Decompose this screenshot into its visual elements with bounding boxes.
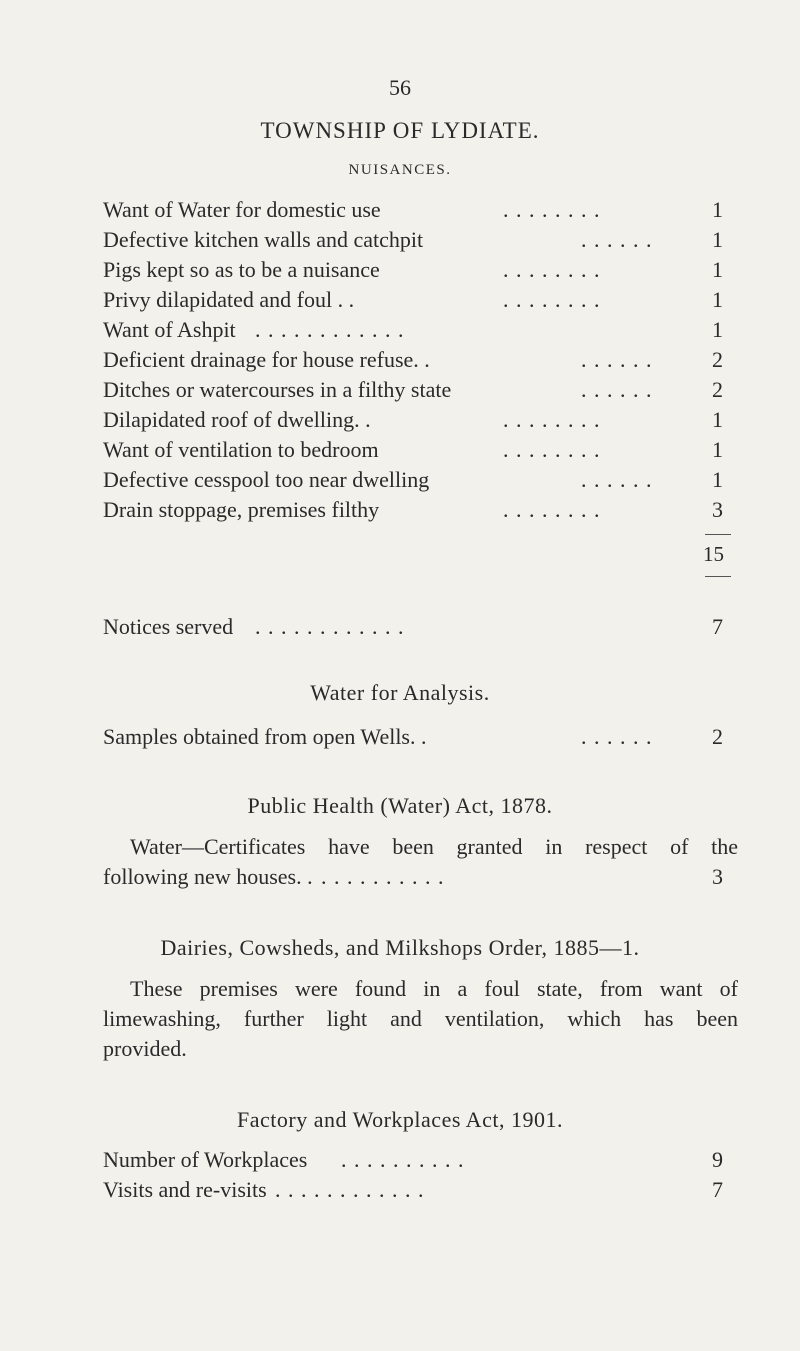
leader-dots: . . . . . . . . bbox=[503, 257, 601, 282]
nuisance-count: 3 bbox=[712, 497, 723, 522]
dairies-line-2: limewashing, further light and ventilation, which has been bbox=[103, 1006, 738, 1031]
factory-label: Number of Workplaces bbox=[103, 1147, 308, 1172]
nuisances-total: 15 bbox=[703, 542, 724, 566]
water-analysis-label: Samples obtained from open Wells. . bbox=[103, 724, 427, 749]
nuisance-label: Drain stoppage, premises filthy bbox=[103, 497, 380, 522]
leader-dots: . . . . . . . . . . . . bbox=[275, 1177, 425, 1202]
public-health-count: 3 bbox=[712, 864, 723, 889]
leader-dots: . . . . . . . . bbox=[503, 497, 601, 522]
leader-dots: . . . . . . . . . . bbox=[341, 1147, 465, 1172]
dairies-line-1: These premises were found in a foul state, from want of bbox=[130, 976, 738, 1001]
nuisance-row bbox=[103, 315, 723, 345]
public-health-line-1: Water—Certificates have been granted in respect of the bbox=[130, 834, 738, 859]
page-number: 56 bbox=[389, 75, 411, 100]
notices-row bbox=[103, 612, 723, 642]
dairies-heading: Dairies, Cowsheds, and Milkshops Order, 1885—1. bbox=[160, 935, 640, 960]
nuisance-count: 1 bbox=[712, 287, 723, 312]
leader-dots: . . . . . . bbox=[581, 377, 653, 402]
public-health-heading: Public Health (Water) Act, 1878. bbox=[247, 793, 553, 818]
water-analysis-heading: Water for Analysis. bbox=[310, 680, 490, 705]
nuisance-count: 2 bbox=[712, 347, 723, 372]
water-analysis-row bbox=[103, 722, 723, 752]
nuisance-count: 1 bbox=[712, 467, 723, 492]
nuisance-row bbox=[103, 285, 723, 315]
nuisance-count: 1 bbox=[712, 257, 723, 282]
notices-count: 7 bbox=[712, 614, 723, 639]
nuisance-row bbox=[103, 255, 723, 285]
nuisance-label: Deficient drainage for house refuse. . bbox=[103, 347, 430, 372]
factory-row bbox=[103, 1175, 723, 1205]
nuisance-row bbox=[103, 465, 723, 495]
nuisance-count: 2 bbox=[712, 377, 723, 402]
leader-dots: . . . . . . . . . . bbox=[321, 864, 445, 889]
leader-dots: . . . . . . bbox=[581, 467, 653, 492]
total-rule-bottom bbox=[705, 576, 731, 577]
nuisance-label: Privy dilapidated and foul . . bbox=[103, 287, 355, 312]
nuisance-row bbox=[103, 435, 723, 465]
water-analysis-count: 2 bbox=[712, 724, 723, 749]
nuisance-label: Defective kitchen walls and catchpit bbox=[103, 227, 424, 252]
notices-label: Notices served bbox=[103, 614, 234, 639]
leader-dots: . . . . . . . . bbox=[503, 287, 601, 312]
nuisance-row bbox=[103, 375, 723, 405]
factory-count: 7 bbox=[712, 1177, 723, 1202]
leader-dots: . . . . . . bbox=[581, 347, 653, 372]
leader-dots: . . . . . . bbox=[581, 724, 653, 749]
nuisance-count: 1 bbox=[712, 407, 723, 432]
nuisance-label: Pigs kept so as to be a nuisance bbox=[103, 257, 380, 282]
nuisance-row bbox=[103, 495, 723, 525]
public-health-label: following new houses. . bbox=[103, 864, 313, 889]
leader-dots: . . . . . . bbox=[581, 227, 653, 252]
nuisance-label: Ditches or watercourses in a filthy state bbox=[103, 377, 452, 402]
nuisance-count: 1 bbox=[712, 197, 723, 222]
factory-heading: Factory and Workplaces Act, 1901. bbox=[237, 1107, 563, 1132]
nuisance-count: 1 bbox=[712, 437, 723, 462]
factory-row bbox=[103, 1145, 723, 1175]
nuisance-count: 1 bbox=[712, 227, 723, 252]
nuisance-label: Want of Ashpit bbox=[103, 317, 236, 342]
nuisance-row bbox=[103, 225, 723, 255]
factory-label: Visits and re-visits bbox=[103, 1177, 267, 1202]
nuisance-label: Want of Water for domestic use bbox=[103, 197, 381, 222]
leader-dots: . . . . . . . . bbox=[503, 437, 601, 462]
nuisance-label: Dilapidated roof of dwelling. . bbox=[103, 407, 371, 432]
total-rule-top bbox=[705, 534, 731, 535]
public-health-row bbox=[103, 862, 723, 892]
nuisance-row bbox=[103, 195, 723, 225]
leader-dots: . . . . . . . . . . . . bbox=[255, 317, 405, 342]
nuisance-label: Defective cesspool too near dwelling bbox=[103, 467, 430, 492]
leader-dots: . . . . . . . . . . . . bbox=[255, 614, 405, 639]
nuisance-row bbox=[103, 405, 723, 435]
dairies-line-3: provided. bbox=[103, 1036, 187, 1061]
section-subtitle-nuisances: NUISANCES. bbox=[348, 162, 452, 178]
factory-count: 9 bbox=[712, 1147, 723, 1172]
leader-dots: . . . . . . . . bbox=[503, 197, 601, 222]
page-title: TOWNSHIP OF LYDIATE. bbox=[260, 118, 540, 143]
nuisance-row bbox=[103, 345, 723, 375]
nuisance-label: Want of ventilation to bedroom bbox=[103, 437, 379, 462]
nuisance-count: 1 bbox=[712, 317, 723, 342]
leader-dots: . . . . . . . . bbox=[503, 407, 601, 432]
